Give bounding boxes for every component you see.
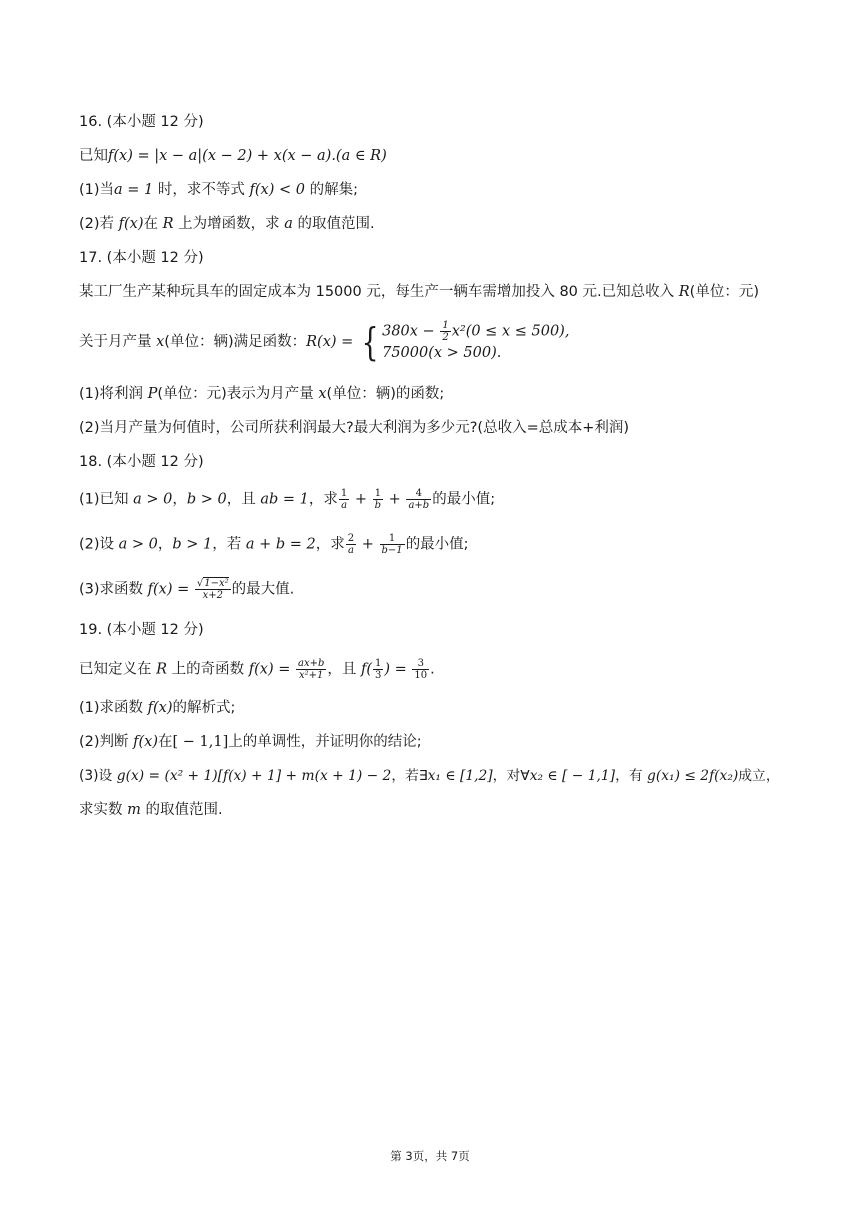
q17-stem-line2: 关于月产量 x(单位：辆)满足函数：R(x) = { 380x − $\frac{1}{2}$ x²(0 ≤ x ≤ 500), 75000(x > 500).	[79, 320, 570, 364]
piecewise-function: { 380x − $\frac{1}{2}$ x²(0 ≤ x ≤ 500), 75000(x > 500).	[361, 320, 570, 364]
q18-part1: (1)已知 a > 0，b > 0，且 ab = 1，求 $\frac{1}{a}$ + $\frac{1}{b}$ + $\frac{4}{a+b}$ 的最小值;	[79, 488, 496, 511]
page-footer: 第 3页，共 7页	[390, 1149, 470, 1163]
q18-part3: (3)求函数 f(x) = $\frac{\text{√1−x²}}{x+2}$ 的最大值.	[79, 578, 295, 601]
q19-part3: (3)设 g(x) = (x² + 1)[f(x) + 1] + m(x + 1) − 2，若∃x₁ ∈ [1,2]，对∀x₂ ∈ [ − 1,1]，有 g(x₁) ≤ 2f(x₂)成立，	[79, 768, 780, 784]
q19-header: 19. (本小题 12 分)	[79, 622, 204, 638]
q19-part2: (2)判断 f(x)在[ − 1,1]上的单调性，并证明你的结论;	[79, 734, 422, 750]
q16-header: 16. (本小题 12 分)	[79, 114, 204, 130]
q16-stem: 已知f(x) = |x − a|(x − 2) + x(x − a).(a ∈ R)	[79, 148, 387, 164]
q17-part2: (2)当月产量为何值时，公司所获利润最大?最大利润为多少元?(总收入=总成本+利润)	[79, 420, 630, 436]
q17-stem-line1: 某工厂生产某种玩具车的固定成本为 15000 元，每生产一辆车需增加投入 80 元.已知总收入 R(单位：元)	[79, 284, 759, 300]
q19-part1: (1)求函数 f(x)的解析式;	[79, 700, 236, 716]
left-brace: {	[361, 320, 379, 364]
q18-header: 18. (本小题 12 分)	[79, 454, 204, 470]
q17-header: 17. (本小题 12 分)	[79, 250, 204, 266]
q18-part2: (2)设 a > 0，b > 1，若 a + b = 2，求 $\frac{2}{a}$ + $\frac{1}{b-1}$ 的最小值;	[79, 533, 469, 556]
q19-stem: 已知定义在 R 上的奇函数 f(x) = $\frac{ax+b}{\text{x²+1}}$ ，且 f( $\frac{1}{3}$ ) = $\frac{3}{10}$ .	[79, 658, 435, 681]
q19-part3-continued: 求实数 m 的取值范围.	[79, 802, 223, 818]
q16-part1: (1)当a = 1 时，求不等式 f(x) < 0 的解集;	[79, 182, 358, 198]
q17-part1: (1)将利润 P(单位：元)表示为月产量 x(单位：辆)的函数;	[79, 386, 445, 402]
q16-part2: (2)若 f(x)在 R 上为增函数，求 a 的取值范围.	[79, 216, 375, 232]
